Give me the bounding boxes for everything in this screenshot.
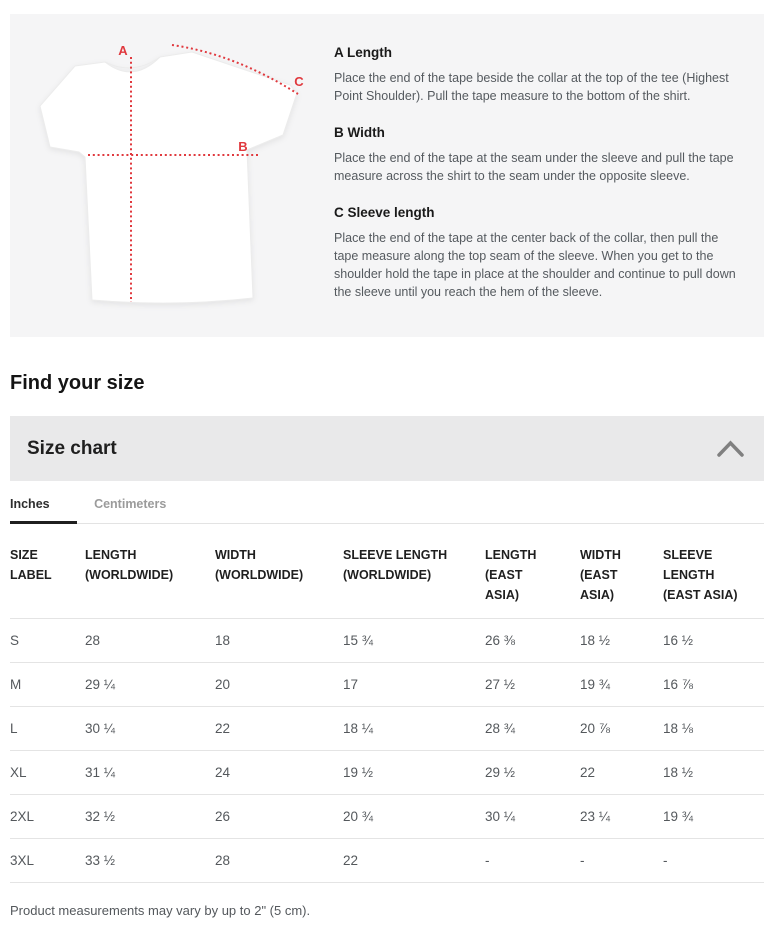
instruction-section-sleeve <box>334 205 738 301</box>
instruction-body: Place the end of the tape at the center back of the collar, then pull the tape measure along the top seam of the sleeve. When you get to the shoulder hold the tape in place at the shoulder and continue to pull down the sleeve until you reach the hem of the sleeve. <box>334 231 736 299</box>
instruction-body: Place the end of the tape at the seam under the sleeve and pull the tape measure across the shirt to the seam under the opposite sleeve. <box>334 151 734 183</box>
unit-tabs <box>10 489 764 524</box>
size-chart-toggle[interactable] <box>10 416 764 481</box>
measurement-cell: 15 ¾ <box>343 619 485 663</box>
measuring-instructions <box>334 45 738 321</box>
size-label-cell: 2XL <box>10 795 85 839</box>
table-row <box>10 707 764 751</box>
measurement-cell: 19 ¾ <box>663 795 764 839</box>
measurement-cell: 18 ½ <box>580 619 663 663</box>
instruction-title: A Length <box>334 45 392 60</box>
measurement-cell: 29 ¼ <box>85 663 215 707</box>
instruction-body: Place the end of the tape beside the collar at the top of the tee (Highest Point Shoulder). Pull the tape measure to the bottom of the shirt. <box>334 71 729 103</box>
column-header: LENGTH (EAST ASIA) <box>485 532 580 619</box>
measurement-cell: 32 ½ <box>85 795 215 839</box>
measurement-cell: 16 ⅞ <box>663 663 764 707</box>
measurement-cell: 27 ½ <box>485 663 580 707</box>
measurement-cell: 20 ⅞ <box>580 707 663 751</box>
size-table <box>10 532 764 883</box>
column-header: SLEEVE LENGTH (WORLDWIDE) <box>343 532 485 619</box>
measurement-cell: 26 <box>215 795 343 839</box>
measurement-cell: 28 <box>85 619 215 663</box>
table-row <box>10 795 764 839</box>
instruction-title: C Sleeve length <box>334 205 435 220</box>
size-table-body <box>10 619 764 883</box>
tshirt-shape <box>40 52 297 303</box>
column-header: LENGTH (WORLDWIDE) <box>85 532 215 619</box>
measurement-cell: 29 ½ <box>485 751 580 795</box>
size-guide-page <box>0 14 774 948</box>
label-b: B <box>238 139 248 154</box>
tshirt-measurement-diagram <box>28 28 328 328</box>
column-header: WIDTH (WORLDWIDE) <box>215 532 343 619</box>
measurement-cell: 22 <box>343 839 485 883</box>
column-header: SIZE LABEL <box>10 532 85 619</box>
measurement-cell: 16 ½ <box>663 619 764 663</box>
table-row <box>10 619 764 663</box>
size-table-header-row <box>10 532 764 619</box>
tab-centimeters[interactable]: Centimeters <box>94 497 167 511</box>
measurement-cell: 30 ¼ <box>85 707 215 751</box>
measurement-cell: 19 ¾ <box>580 663 663 707</box>
measuring-guide-panel <box>10 14 764 337</box>
measurement-cell: 28 <box>215 839 343 883</box>
bottom-spacer <box>0 918 774 948</box>
table-row <box>10 839 764 883</box>
size-label-cell: M <box>10 663 85 707</box>
measurement-cell: 18 ½ <box>663 751 764 795</box>
find-your-size-heading: Find your size <box>10 372 145 394</box>
measurement-cell: 26 ⅜ <box>485 619 580 663</box>
measurement-cell: 33 ½ <box>85 839 215 883</box>
column-header: WIDTH (EAST ASIA) <box>580 532 663 619</box>
table-row <box>10 663 764 707</box>
measurement-cell: 22 <box>215 707 343 751</box>
measurement-cell: 28 ¾ <box>485 707 580 751</box>
size-chart-title: Size chart <box>27 437 117 459</box>
measurement-cell: 18 ¼ <box>343 707 485 751</box>
measurement-cell: 18 ⅛ <box>663 707 764 751</box>
measurement-cell: 22 <box>580 751 663 795</box>
measurement-cell: - <box>580 839 663 883</box>
measurement-cell: 19 ½ <box>343 751 485 795</box>
size-label-cell: L <box>10 707 85 751</box>
label-a: A <box>118 43 128 58</box>
measurement-cell: 20 ¾ <box>343 795 485 839</box>
measurement-cell: - <box>485 839 580 883</box>
instruction-section-length <box>334 45 738 105</box>
measurement-cell: - <box>663 839 764 883</box>
measurement-disclaimer: Product measurements may vary by up to 2" (5 cm). <box>10 903 311 918</box>
instruction-title: B Width <box>334 125 385 140</box>
column-header: SLEEVE LENGTH (EAST ASIA) <box>663 532 764 619</box>
measurement-cell: 24 <box>215 751 343 795</box>
tab-inches[interactable]: Inches <box>10 489 77 524</box>
table-row <box>10 751 764 795</box>
size-label-cell: S <box>10 619 85 663</box>
chevron-up-icon[interactable] <box>717 440 744 457</box>
measurement-cell: 17 <box>343 663 485 707</box>
measurement-cell: 31 ¼ <box>85 751 215 795</box>
measurement-cell: 23 ¼ <box>580 795 663 839</box>
size-label-cell: XL <box>10 751 85 795</box>
label-c: C <box>294 74 304 89</box>
size-label-cell: 3XL <box>10 839 85 883</box>
measurement-cell: 18 <box>215 619 343 663</box>
instruction-section-width <box>334 125 738 185</box>
measurement-cell: 20 <box>215 663 343 707</box>
measurement-cell: 30 ¼ <box>485 795 580 839</box>
